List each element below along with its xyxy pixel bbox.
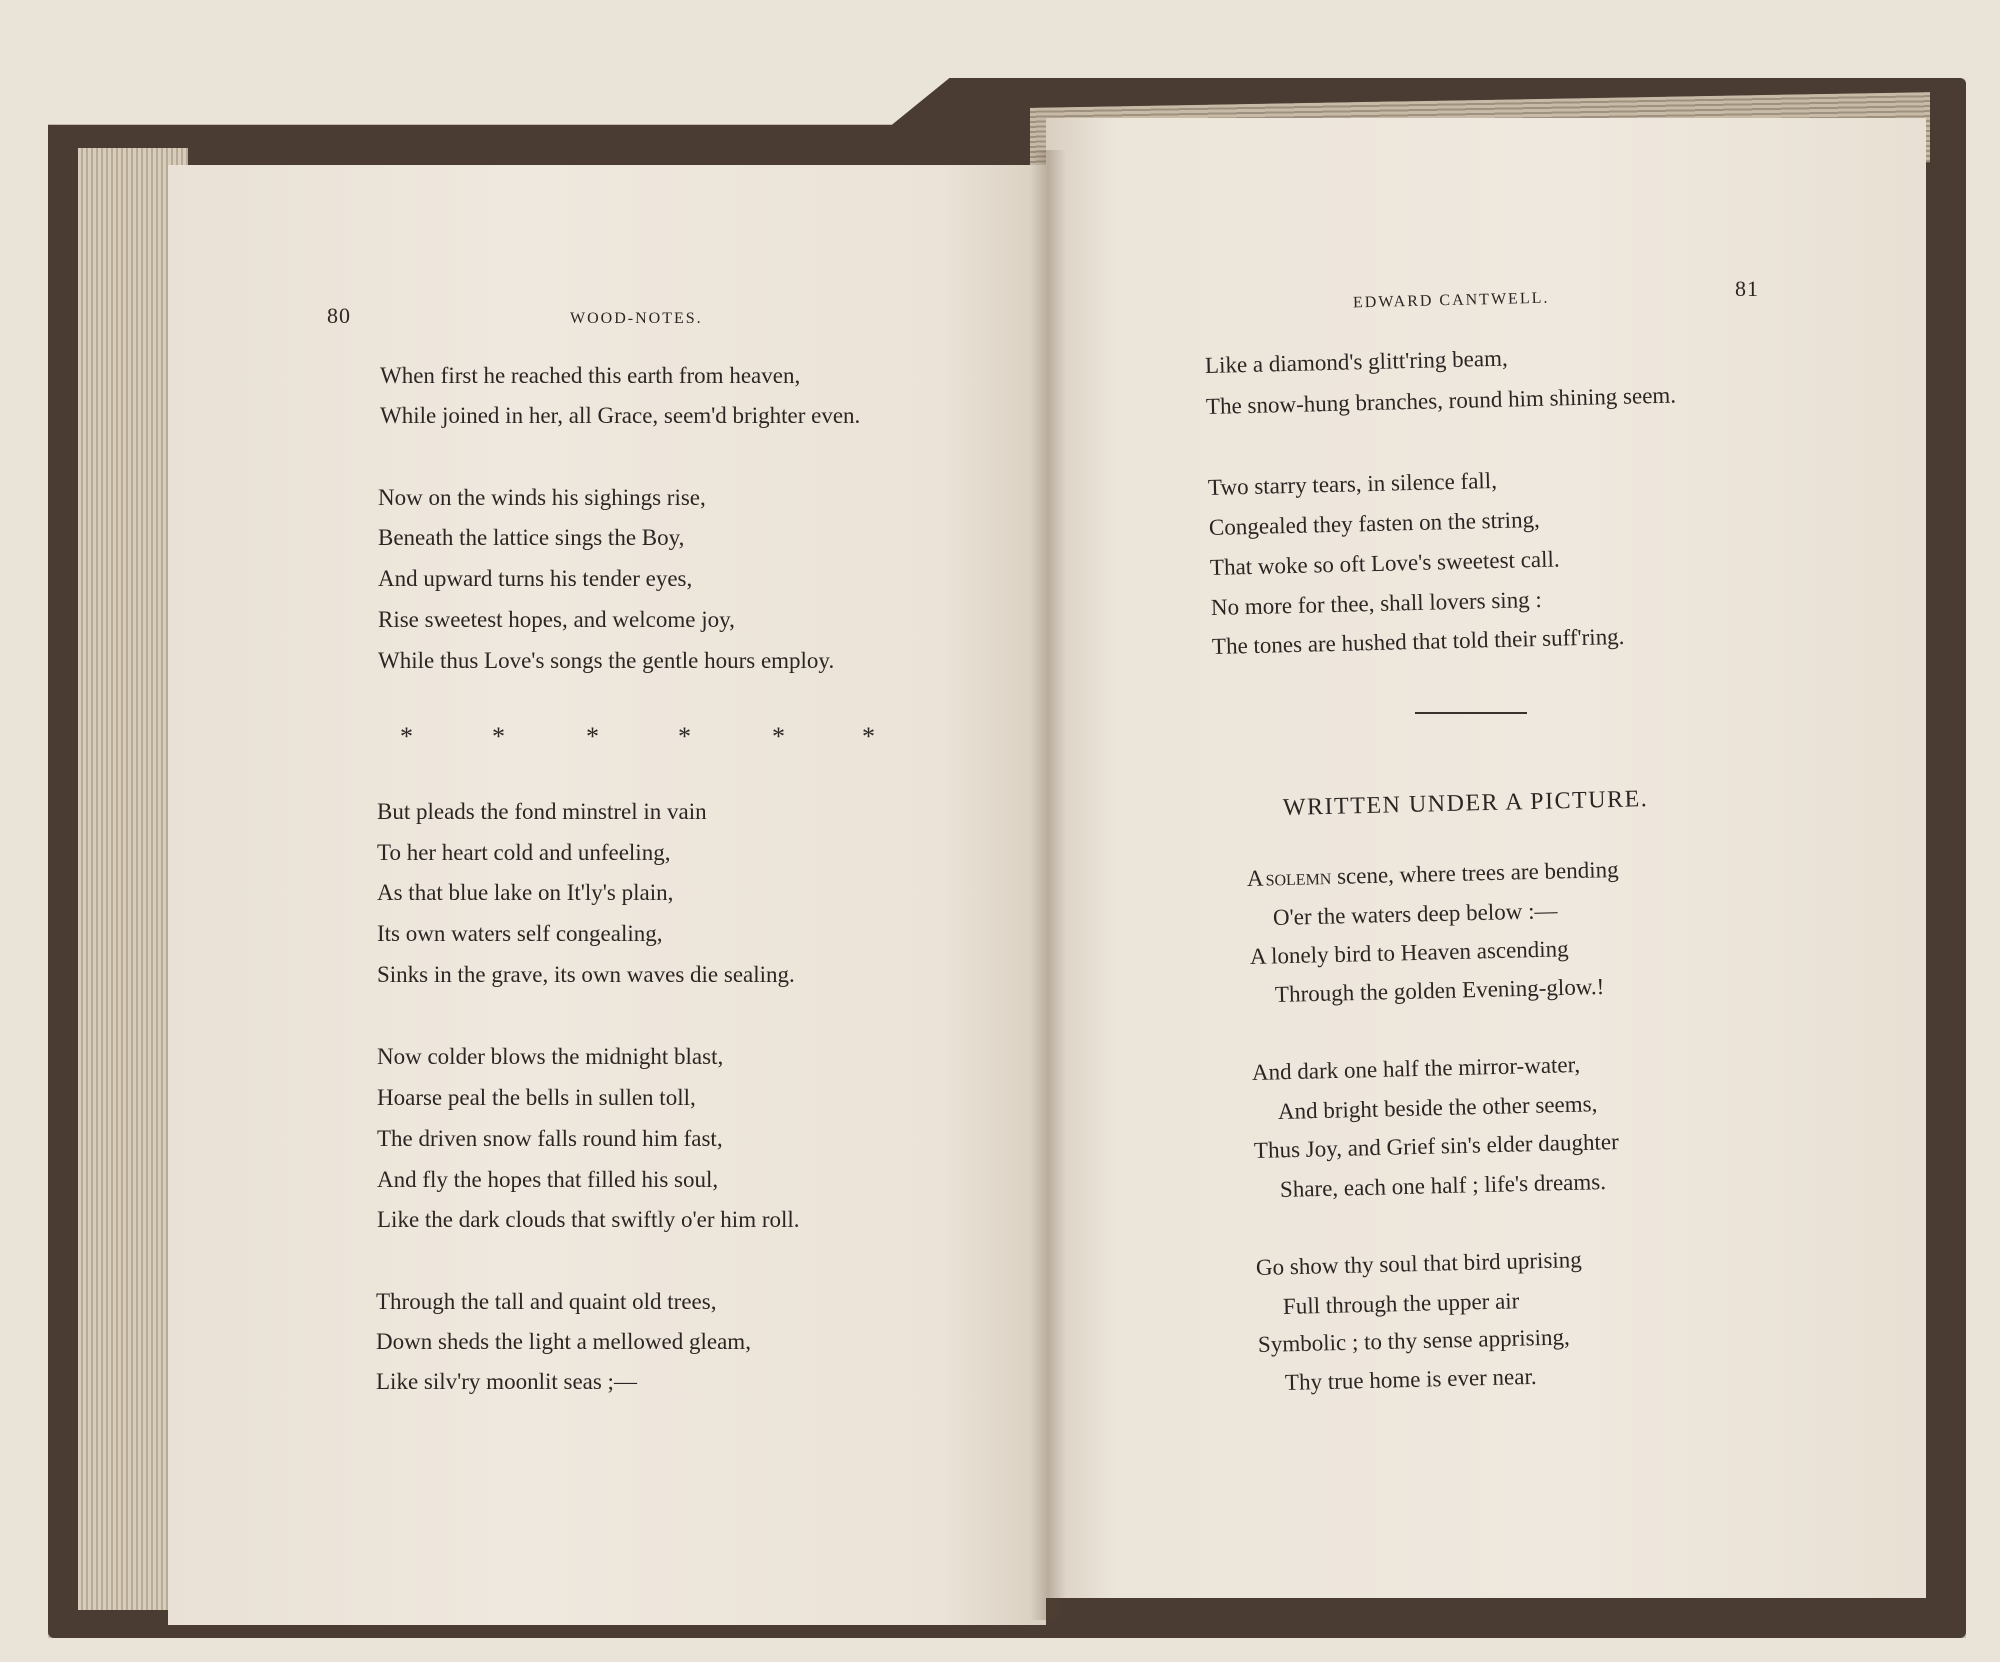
- poem-line: Two starry tears, in silence fall,: [1207, 467, 1498, 500]
- poem-line: Sinks in the grave, its own waves die sealing.: [377, 962, 795, 987]
- poem-line: O'er the waters deep below :—: [1272, 898, 1558, 930]
- poem-line: Like a diamond's glitt'ring beam,: [1204, 345, 1508, 378]
- poem-first-word: A: [1246, 865, 1264, 891]
- poem-line: As that blue lake on It'ly's plain,: [377, 880, 674, 905]
- separator-asterisk: *: [586, 722, 599, 751]
- poem-line: Its own waters self congealing,: [377, 921, 663, 946]
- poem-line: Go show thy soul that bird uprising: [1255, 1247, 1583, 1280]
- poem-line-rest: scene, where trees are bending: [1330, 856, 1619, 889]
- poem-line: Congealed they fasten on the string,: [1208, 506, 1541, 540]
- poem-line: Now colder blows the midnight blast,: [377, 1044, 724, 1069]
- poem-line: When first he reached this earth from heaven,: [380, 363, 801, 388]
- poem-line: And fly the hopes that filled his soul,: [377, 1167, 719, 1192]
- separator-asterisk: *: [400, 722, 413, 751]
- poem-line: Symbolic ; to thy sense apprising,: [1257, 1324, 1570, 1357]
- poem-line: Rise sweetest hopes, and welcome joy,: [378, 607, 735, 632]
- separator-asterisk: *: [862, 722, 875, 751]
- separator-asterisk: *: [492, 722, 505, 751]
- poem-line: And upward turns his tender eyes,: [378, 566, 693, 591]
- section-rule: [1415, 712, 1527, 714]
- poem-line: Thus Joy, and Grief sin's elder daughter: [1253, 1129, 1619, 1163]
- poem-line: A lonely bird to Heaven ascending: [1249, 936, 1569, 969]
- poem-smallcaps-word: solemn: [1265, 863, 1332, 891]
- poem-line: Through the tall and quaint old trees,: [376, 1289, 717, 1314]
- poem-line: Through the golden Evening-glow.!: [1274, 973, 1605, 1007]
- gutter: [1030, 150, 1066, 1620]
- poem-line: Now on the winds his sighings rise,: [378, 485, 706, 510]
- separator-asterisk: *: [772, 722, 785, 751]
- poem-line: And bright beside the other seems,: [1277, 1091, 1598, 1124]
- poem-line: To her heart cold and unfeeling,: [377, 840, 671, 865]
- poem-line: But pleads the fond minstrel in vain: [377, 799, 707, 824]
- poem-line: Hoarse peal the bells in sullen toll,: [377, 1085, 696, 1110]
- right-page-number: 81: [1735, 276, 1759, 301]
- poem-line: No more for thee, shall lovers sing :: [1210, 586, 1543, 620]
- poem-line: Down sheds the light a mellowed gleam,: [376, 1329, 751, 1354]
- separator-asterisk: *: [678, 722, 691, 751]
- right-running-head: EDWARD CANTWELL.: [1352, 289, 1550, 312]
- poem-line: The driven snow falls round him fast,: [377, 1126, 723, 1151]
- poem-line: That woke so oft Love's sweetest call.: [1209, 546, 1560, 580]
- left-running-head: WOOD-NOTES.: [570, 310, 703, 327]
- poem-line: Like silv'ry moonlit seas ;—: [376, 1369, 637, 1394]
- poem-line: While joined in her, all Grace, seem'd brighter even.: [380, 403, 861, 428]
- poem-line: The tones are hushed that told their suff'ring.: [1211, 623, 1625, 659]
- poem-line: Beneath the lattice sings the Boy,: [378, 525, 685, 550]
- left-page-number: 80: [327, 303, 351, 328]
- poem-line: While thus Love's songs the gentle hours employ.: [378, 648, 835, 673]
- poem-line: Full through the upper air: [1282, 1288, 1520, 1319]
- poem-line: And dark one half the mirror-water,: [1251, 1051, 1581, 1085]
- poem-title: WRITTEN UNDER A PICTURE.: [1282, 786, 1649, 821]
- poem-line: Share, each one half ; life's dreams.: [1279, 1169, 1607, 1202]
- poem-line: Like the dark clouds that swiftly o'er him roll.: [377, 1207, 800, 1232]
- poem-line: Thy true home is ever near.: [1284, 1363, 1537, 1395]
- poem-line: The snow-hung branches, round him shining seem.: [1205, 382, 1677, 419]
